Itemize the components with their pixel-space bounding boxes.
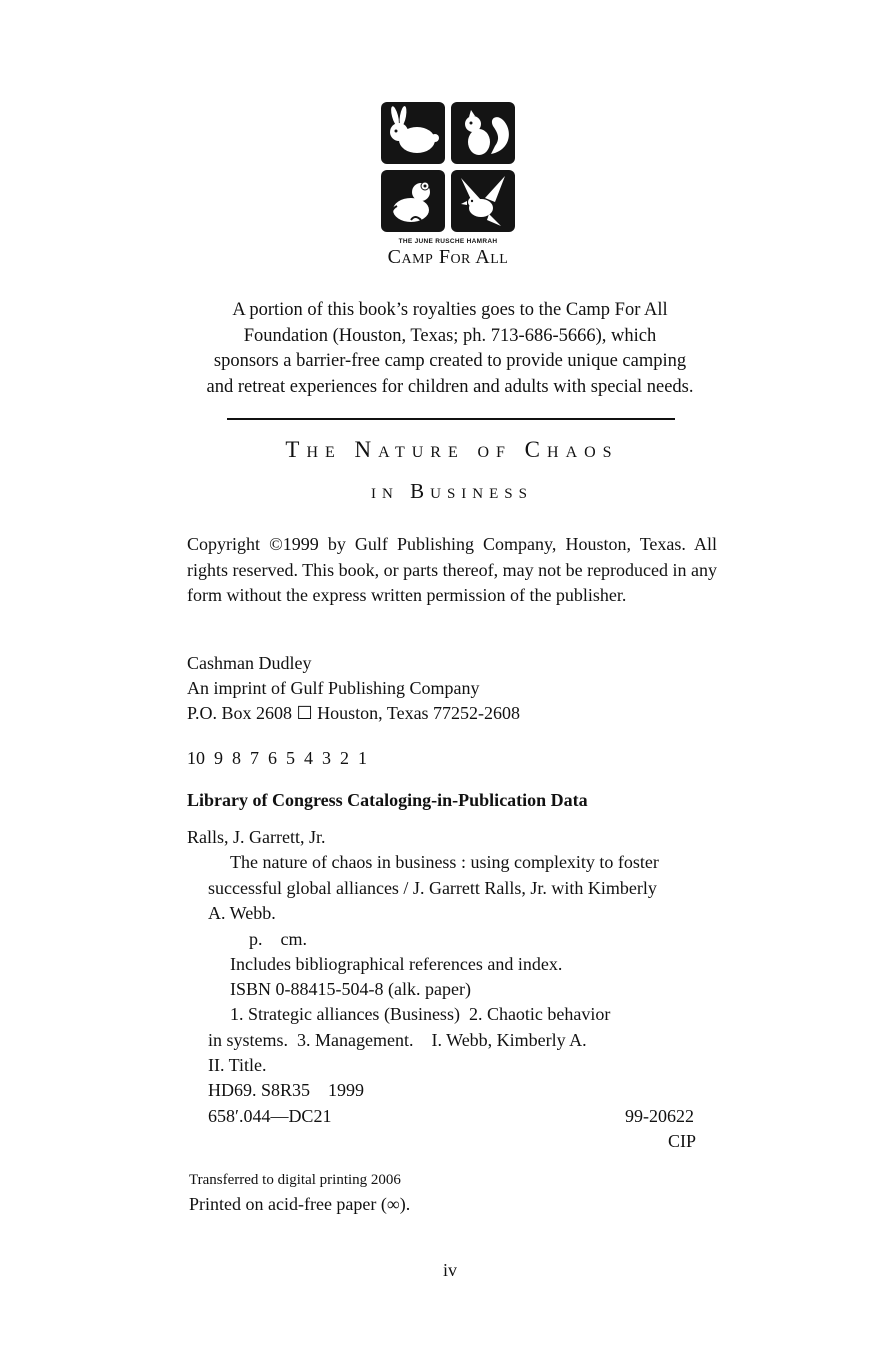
logo-subtitle: THE JUNE RUSCHE HAMRAH (398, 238, 498, 245)
cip-includes: Includes bibliographical references and index. (230, 954, 563, 974)
cip-author: Ralls, J. Garrett, Jr. (187, 827, 326, 847)
frog-icon (381, 170, 445, 232)
publisher-address: P.O. Box 2608 ☐ Houston, Texas 77252-2608 (187, 703, 521, 723)
squirrel-icon (451, 102, 515, 164)
bird-icon (451, 170, 515, 232)
notice-line: A portion of this book’s royalties goes to the Camp For All (232, 300, 668, 320)
cip-pagination: p. cm. (249, 929, 307, 949)
book-title-continued: in Business (371, 479, 533, 503)
acid-free-note: Printed on acid-free paper (∞). (189, 1194, 411, 1214)
cip-header: Library of Congress Cataloging-in-Publication Data (187, 790, 588, 810)
publisher-name: Cashman Dudley (187, 653, 312, 673)
publisher-imprint: An imprint of Gulf Publishing Company (187, 678, 480, 698)
logo-name: Camp For All (387, 246, 509, 268)
cip-lc-class: HD69. S8R35 1999 (208, 1080, 365, 1100)
book-title: The Nature of Chaos (285, 437, 619, 462)
cip-title-line: successful global alliances / J. Garrett Ralls, Jr. with Kimberly (208, 878, 657, 898)
cip-subjects: II. Title. (208, 1055, 267, 1075)
cip-subjects: in systems. 3. Management. I. Webb, Kimberly A. (208, 1030, 587, 1050)
page-number: iv (442, 1260, 457, 1280)
camp-for-all-logo (381, 102, 515, 230)
copyright-statement: Copyright ©1999 by Gulf Publishing Company, Houston, Texas. All rights reserved. This book, or parts thereof, may not be reproduced in any form without the express written permission of the publisher. (187, 534, 718, 605)
rabbit-icon (381, 102, 445, 164)
printing-line: 10 9 8 7 6 5 4 3 2 1 (187, 748, 367, 768)
notice-line: Foundation (Houston, Texas; ph. 713-686-5666), which (243, 325, 657, 346)
notice-line: sponsors a barrier-free camp created to provide unique camping (213, 351, 687, 371)
notice-line: and retreat experiences for children and adults with special needs. (206, 376, 694, 397)
cip-title-line: A. Webb. (208, 903, 276, 923)
cip-lccn: 99-20622 (625, 1106, 694, 1126)
cip-isbn: ISBN 0-88415-504-8 (alk. paper) (230, 979, 471, 999)
cip-title-line: The nature of chaos in business : using complexity to foster (230, 852, 659, 872)
royalties-notice (180, 298, 720, 400)
digital-printing-note: Transferred to digital printing 2006 (189, 1172, 401, 1188)
cip-dewey: 658′.044—DC21 (208, 1106, 332, 1126)
divider-rule (227, 418, 675, 420)
cip-subjects: 1. Strategic alliances (Business) 2. Chaotic behavior (230, 1004, 611, 1024)
cip-label: CIP (668, 1131, 697, 1151)
